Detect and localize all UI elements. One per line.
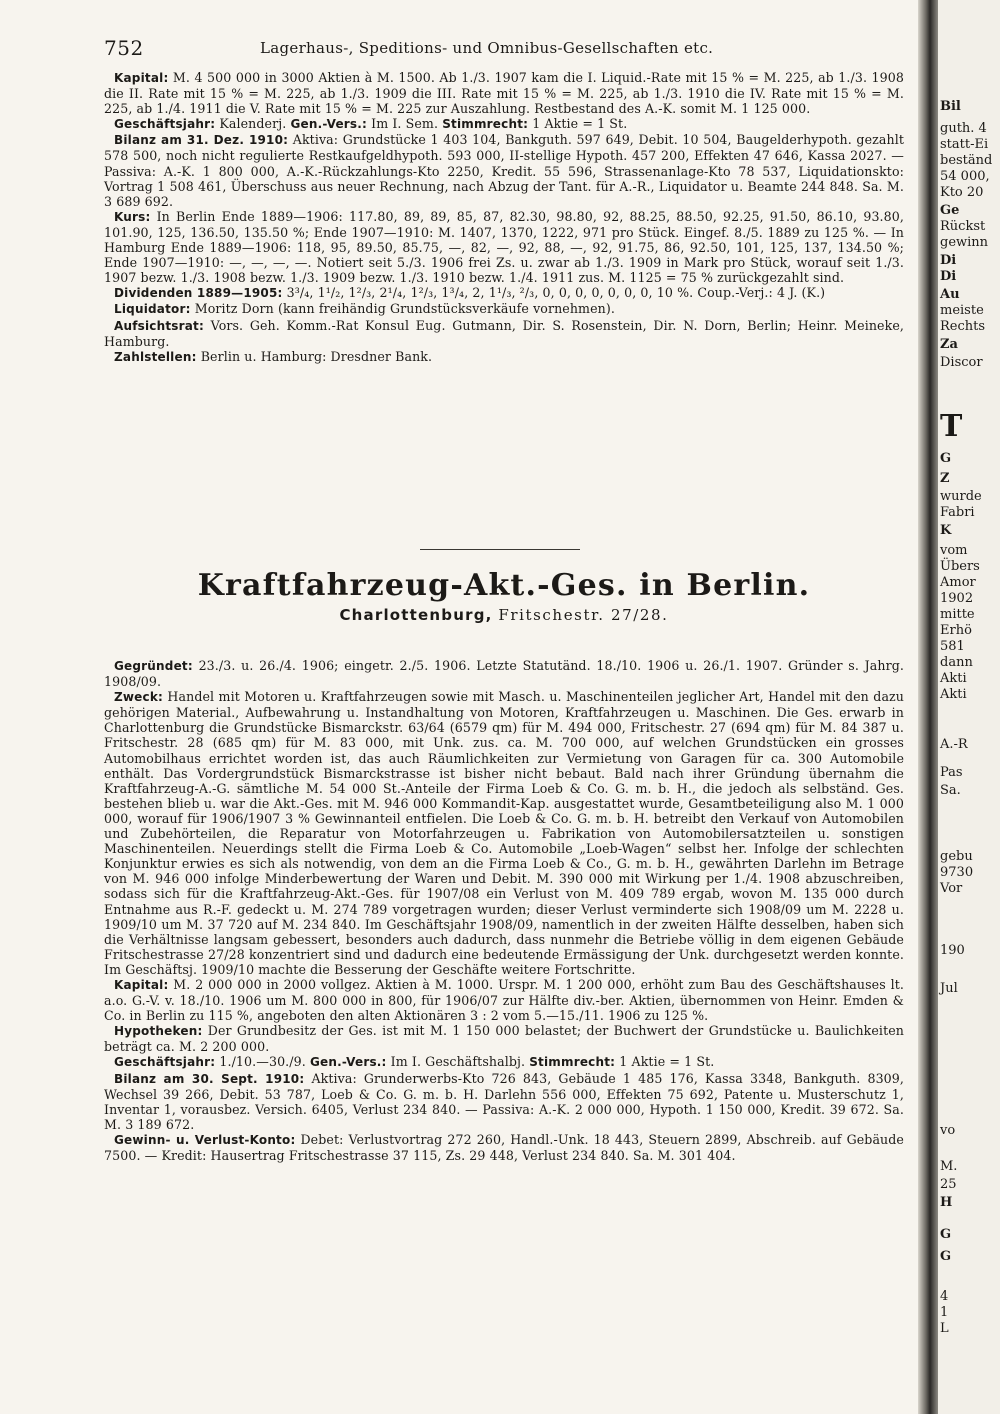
adjacent-fragment: Rechts <box>940 319 986 334</box>
entry-text: Kalenderj. <box>219 116 287 132</box>
adjacent-fragment: Di <box>940 253 957 268</box>
entry-text: Debet: Verlustvortrag 272 260, Handl.-Unk. 18 443, Steuern 2899, Abschreib. auf Gebäude 7500. — Kredit: Hausertrag Fritschestrasse 37 115, Zs. 29 448, Verlust 234 840. Sa. M. 301 404. <box>104 1131 904 1163</box>
entry-label: Stimmrecht: <box>529 1055 616 1070</box>
adjacent-fragment: A.-R <box>940 737 968 752</box>
entry-paragraph <box>104 285 904 301</box>
page-number: 752 <box>104 36 144 60</box>
entry-paragraph <box>104 209 904 285</box>
adjacent-fragment: Amor <box>940 575 976 590</box>
previous-entry <box>104 70 904 365</box>
book-gutter <box>918 0 938 1414</box>
firm-city: Charlottenburg, <box>339 606 493 624</box>
entry-paragraph <box>104 689 904 977</box>
entry-label: Geschäftsjahr: <box>114 117 216 132</box>
adjacent-fragment: vom <box>940 543 968 558</box>
entry-text: 3³/₄, 1¹/₂, 1²/₃, 2¹/₄, 1²/₃, 1³/₄, 2, 1¹/₃, ²/₃, 0, 0, 0, 0, 0, 0, 0, 10 %. Coup.-Verj.: 4 J. (K.) <box>286 285 826 301</box>
adjacent-fragment: gebu <box>940 849 973 864</box>
entry-paragraph <box>104 349 904 365</box>
adjacent-fragment: K <box>940 523 952 538</box>
adjacent-fragment: Au <box>940 287 960 302</box>
entry-paragraph <box>104 132 904 208</box>
entry-label: Aufsichtsrat: <box>114 318 204 333</box>
adjacent-fragment: Vor <box>940 881 963 896</box>
adjacent-fragment: Ge <box>940 203 960 218</box>
entry-label: Gen.-Vers.: <box>290 117 368 132</box>
adjacent-fragment: 54 000, <box>940 169 990 184</box>
adjacent-fragment: Za <box>940 337 958 352</box>
firm-title: Kraftfahrzeug-Akt.-Ges. in Berlin. <box>197 568 811 603</box>
running-title: Lagerhaus-, Speditions- und Omnibus-Gesellschaften etc. <box>260 39 714 57</box>
adjacent-fragment: dann <box>940 655 973 670</box>
adjacent-fragment: 190 <box>940 943 965 958</box>
entry-text: M. 4 500 000 in 3000 Aktien à M. 1500. Ab 1./3. 1907 kam die I. Liquid.-Rate mit 15 % = M. 225, ab 1./3. 1908 die II. Rate mit 15 % = M. 225, ab 1./3. 1909 die III. Rate mit 15 % = M. 225, ab 1./3. 1910 die IV. Rate mit 15 % = M. 225, ab 1./4. 1911 die V. Rate mit 15 % = M. 225 zur Auszahlung. Restbestand des A.-K. somit M. 1 125 000. <box>104 70 904 117</box>
entry-label: Kapital: <box>114 977 169 992</box>
firm-street: Fritschestr. 27/28. <box>498 606 669 624</box>
adjacent-fragment: statt-Ei <box>940 137 989 152</box>
adjacent-fragment: 25 <box>940 1177 957 1192</box>
entry-text: Aktiva: Grunderwerbs-Kto 726 843, Gebäude 1 485 176, Kassa 3348, Bankguth. 8309, Wechsel 39 266, Debit. 53 787, Loeb & Co. G. m. b. H. Darlehn 556 000, Effekten 75 692, Patente u. Musterschutz 1, Inventar 1, vorausbez. Versich. 6405, Verlust 234 840. — Passiva: A.-K. 2 000 000, Hypoth. 1 150 000, Kredit. 39 672. Sa. M. 3 189 672. <box>104 1070 905 1132</box>
adjacent-fragment: Fabri <box>940 505 975 520</box>
entry-text: Berlin u. Hamburg: Dresdner Bank. <box>200 348 433 364</box>
adjacent-fragment: G <box>940 1227 952 1242</box>
entry-paragraph <box>104 116 904 132</box>
entry-text: M. 2 000 000 in 2000 vollgez. Aktien à M. 1000. Urspr. M. 1 200 000, erhöht zum Bau des Geschäftshauses lt. a.o. G.-V. v. 18./10. 1906 um M. 800 000 in 800, für 1906/07 zur Hälfte div.-ber. Aktien, übernommen von Heinr. Emden & Co. in Berlin zu 115 %, angeboten den alten Aktionären 3 : 2 vom 5.—15./11. 1906 zu 125 %. <box>104 976 904 1024</box>
entry-text: 1./10.—30./9. <box>219 1054 306 1070</box>
adjacent-page-edge <box>938 0 1000 1414</box>
adjacent-fragment: M. <box>940 1159 958 1174</box>
page-header <box>104 36 904 60</box>
adjacent-fragment: gewinn <box>940 235 989 250</box>
adjacent-fragment: mitte <box>940 607 975 622</box>
entry-text: Im I. Geschäftshalbj. <box>390 1054 526 1070</box>
adjacent-fragment: guth. 4 <box>940 121 987 136</box>
entry-label: Liquidator: <box>114 302 191 317</box>
entry-label: Hypotheken: <box>114 1024 203 1039</box>
adjacent-fragment: Pas <box>940 765 963 780</box>
entry-paragraph <box>104 70 904 116</box>
entry-paragraph <box>104 1054 904 1070</box>
adjacent-fragment: Z <box>940 471 950 486</box>
entry-label: Gen.-Vers.: <box>309 1055 387 1070</box>
entry-text: Der Grundbesitz der Ges. ist mit M. 1 150 000 belastet; der Buchwert der Grundstücke u. Baulichkeiten beträgt ca. M. 2 200 000. <box>104 1023 904 1055</box>
entry-label: Gewinn- u. Verlust-Konto: <box>114 1132 296 1147</box>
adjacent-fragment: Akti <box>940 671 967 686</box>
adjacent-fragment: Kto 20 <box>940 185 984 200</box>
entry-label: Gegründet: <box>114 659 193 673</box>
firm-location <box>104 606 904 624</box>
adjacent-fragment: G <box>940 1249 952 1264</box>
entry-label: Zweck: <box>114 690 164 705</box>
entry-label: Bilanz am 31. Dez. 1910: <box>114 133 289 148</box>
entry-paragraph <box>104 1132 904 1163</box>
entry-text: Handel mit Motoren u. Kraftfahrzeugen sowie mit Masch. u. Maschinenteilen jeglicher Art, Handel mit den dazu gehörigen Material., Aufbewahrung u. Instandhaltung von Motoren, Kraftfahrzeugen u. Maschinen. Die Ges. erwarb in Charlottenburg die Grundstücke Bismarckstr. 63/64 (6579 qm) für M. 494 000, Fritschestr. 27 (694 qm) für M. 84 387 u. Fritschestr. 28 (685 qm) für M. 83 000, mit Unk. zus. ca. M. 700 000, auf welchen Grundstücken ein grosses Automobilhaus errichtet worden ist, das auch Räumlichkeiten zur Vermietung von Garagen für ca. 300 Automobile enthält. Das Vordergrundstück Bismarckstrasse ist bisher nicht bebaut. Bald nach ihrer Gründung übernahm die Kraftfahrzeug-A.-G. sämtliche M. 54 000 St.-Anteile der Firma Loeb & Co. G. m. b. H., die jedoch als selbständ. Ges. bestehen blieb u. war die Akt.-Ges. mit M. 946 000 Kommandit-Kap. ausgestattet wurde, Gesamtbeteiligung also M. 1 000 000, worauf für 1906/1907 3 % Gewinnanteil entfielen. Die Loeb & Co. G. m. b. H. betreibt den Verkauf von Automobilen und Zubehörteilen, die Reparatur von Motorfahrzeugen u. Fabrikation von Automobilersatzteilen u. sonstigen Maschinenteilen. Neuerdings stellt die Firma Loeb & Co. Automobile „Loeb-Wagen“ selbst her. Infolge der schlechten Konjunktur erwies es sich als notwendig, von dem an die Firma Loeb & Co., G. m. b. H., gewährten Darlehn im Betrage von M. 946 000 infolge Minderbewertung der Waren und Debit. M. 390 000 mit Wirkung per 1./4. 1908 abzuschreiben, sodass sich für die Kraftfahrzeug-Akt.-Ges. für 1907/08 ein Verlust von M. 409 789 ergab, wovon M. 135 000 durch Entnahme aus R.-F. gedeckt u. M. 274 789 vorgetragen wurden; dieser Verlust verminderte sich 1908/09 um M. 2228 u. 1909/10 um M. 37 720 auf M. 234 840. Im Geschäftsjahr 1908/09, namentlich in der zweiten Hälfte desselben, haben sich die Verhältnisse langsam gebessert, besonders auch dadurch, dass nunmehr die Betriebe völlig in dem eigenen Gebäude Fritschestrasse 27/28 konzentriert sind und dadurch eine bedeutende Ermässigung der Unk. durchgesetzt werden konnte. Im Geschäftsj. 1909/10 machte die Besserung der Geschäfte weitere Fortschritte. <box>104 689 904 977</box>
adjacent-fragment: vo <box>940 1123 956 1138</box>
firm-entry <box>104 658 904 1163</box>
adjacent-fragment: T <box>940 409 963 444</box>
entry-label: Zahlstellen: <box>114 349 197 364</box>
adjacent-fragment: Akti <box>940 687 967 702</box>
adjacent-fragment: Di <box>940 269 957 284</box>
adjacent-fragment: wurde <box>940 489 982 504</box>
entry-paragraph <box>104 977 904 1023</box>
section-divider <box>420 549 580 550</box>
adjacent-fragment: H <box>940 1195 953 1210</box>
entry-label: Bilanz am 30. Sept. 1910: <box>114 1071 305 1086</box>
adjacent-fragment: Sa. <box>940 783 961 798</box>
entry-text: Moritz Dorn (kann freihändig Grundstücksverkäufe vornehmen). <box>194 301 615 317</box>
entry-paragraph <box>104 658 904 689</box>
adjacent-fragment: G <box>940 451 952 466</box>
entry-paragraph <box>104 301 904 317</box>
adjacent-fragment: beständ <box>940 153 993 168</box>
adjacent-fragment: Bil <box>940 99 961 114</box>
entry-text: 23./3. u. 26./4. 1906; eingetr. 2./5. 1906. Letzte Statutänd. 18./10. 1906 u. 26./1. 1907. Gründer s. Jahrg. 1908/09. <box>104 658 904 690</box>
entry-text: Vors. Geh. Komm.-Rat Konsul Eug. Gutmann, Dir. S. Rosenstein, Dir. N. Dorn, Berlin; Heinr. Meineke, Hamburg. <box>104 317 904 349</box>
entry-label: Geschäftsjahr: <box>114 1055 216 1070</box>
entry-label: Dividenden 1889—1905: <box>114 286 283 301</box>
adjacent-fragment: 1902 <box>940 591 974 606</box>
adjacent-fragment: Erhö <box>940 623 972 638</box>
entry-text: Aktiva: Grundstücke 1 403 104, Bankguth. 597 649, Debit. 10 504, Baugelderhypoth. gezahlt 578 500, noch nicht regulierte Restkaufgeldhypoth. 593 000, II-stellige Hypoth. 457 200, Effekten 47 646, Kassa 2027. — Passiva: A.-K. 1 800 000, A.-K.-Rückzahlungs-Kto 2250, Kredit. 55 596, Strassenanlage-Kto 78 537, Liquidationskto: Vortrag 1 508 461, Überschuss aus neuer Rechnung, nach Abzug der Tant. für A.-R., Liquidator u. Beamte 244 848. Sa. M. 3 689 692. <box>104 132 904 209</box>
adjacent-fragment: Jul <box>940 981 958 996</box>
adjacent-fragment: meiste <box>940 303 984 318</box>
adjacent-fragment: 1 <box>940 1305 949 1320</box>
adjacent-fragment: Übers <box>940 559 980 574</box>
adjacent-fragment: 4 <box>940 1289 949 1304</box>
entry-label: Stimmrecht: <box>442 117 529 132</box>
adjacent-fragment: L <box>940 1321 949 1336</box>
entry-label: Kapital: <box>114 71 169 85</box>
adjacent-fragment: Discor <box>940 355 983 370</box>
entry-text: 1 Aktie = 1 St. <box>532 116 628 132</box>
entry-paragraph <box>104 318 904 349</box>
adjacent-fragment: 9730 <box>940 865 974 880</box>
entry-paragraph <box>104 1023 904 1054</box>
entry-paragraph <box>104 1071 904 1132</box>
entry-text: 1 Aktie = 1 St. <box>619 1054 715 1070</box>
entry-text: In Berlin Ende 1889—1906: 117.80, 89, 89, 85, 87, 82.30, 98.80, 92, 88.25, 88.50, 92.25, 91.50, 86.10, 93.80, 101.90, 125, 136.50, 135.50 %; Ende 1907—1910: M. 1407, 1370, 1222, 971 pro Stück. Eingef. 8./5. 1889 zu 125 %. — In Hamburg Ende 1889—1906: 118, 95, 89.50, 85.75, —, 82, —, 92, 88, —, 92, 91.75, 86, 92.50, 101, 125, 137, 134.50 %; Ende 1907—1910: —, —, —, —. Notiert seit 5./3. 1906 frei Zs. u. zwar ab 1./3. 1909 in Mark pro Stück, worauf seit 1./3. 1907 bezw. 1./3. 1908 bezw. 1./3. 1909 bezw. 1./3. 1910 bezw. 1./4. 1911 zus. M. 1125 = 75 % zurückgezahlt sind. <box>104 208 904 286</box>
adjacent-fragment: 581 <box>940 639 965 654</box>
adjacent-fragment: Rückst <box>940 219 986 234</box>
entry-label: Kurs: <box>114 209 151 224</box>
entry-text: Im I. Sem. <box>371 116 439 132</box>
